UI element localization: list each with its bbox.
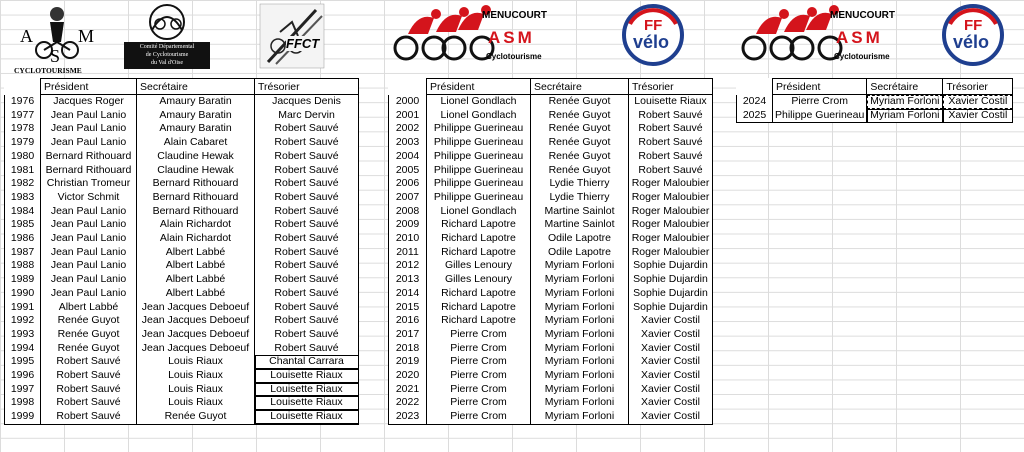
ffct-logo [258,2,326,70]
table-row [389,95,713,109]
table-row [389,396,713,410]
year-cell: 2005 [389,164,427,178]
president-cell: Richard Lapotre [427,301,531,315]
secretaire-cell: Alain Cabaret [137,136,255,150]
tresorier-cell: Robert Sauvé [255,191,359,205]
secretaire-cell: Renée Guyot [531,136,629,150]
table-row [389,273,713,287]
tresorier-cell: Roger Maloubier [629,246,713,260]
secretaire-cell: Bernard Rithouard [137,191,255,205]
comite-line-1: Comité Départemental [139,44,195,50]
tresorier-cell: Robert Sauvé [255,177,359,191]
president-cell: Jean Paul Lanio [41,287,137,301]
tresorier-cell: Xavier Costil [629,410,713,424]
ams-letter-m: M [78,26,95,46]
tresorier-cell: Xavier Costil [629,342,713,356]
president-cell: Jean Paul Lanio [41,246,137,260]
ams-caption: CYCLOTOURISME [14,66,82,75]
table-row [389,177,713,191]
bureau-table-1976-1999 [4,78,359,425]
tresorier-cell: Roger Maloubier [629,177,713,191]
president-cell: Pierre Crom [427,383,531,397]
table-row [5,122,359,136]
secretaire-cell: Myriam Forloni [531,301,629,315]
president-cell: Robert Sauvé [41,355,137,369]
tresorier-cell: Roger Maloubier [629,191,713,205]
president-cell: Philippe Guerineau [427,177,531,191]
table-row [5,177,359,191]
year-cell: 1976 [5,95,41,109]
tresorier-cell: Robert Sauvé [255,328,359,342]
secretaire-cell: Odile Lapotre [531,232,629,246]
tresorier-cell: Jacques Denis [255,95,359,109]
table-row [5,301,359,315]
year-cell: 1983 [5,191,41,205]
president-cell: Renée Guyot [41,314,137,328]
secretaire-cell: Myriam Forloni [531,259,629,273]
year-header [5,79,41,95]
tresorier-cell: Robert Sauvé [255,287,359,301]
president-cell: Jean Paul Lanio [41,218,137,232]
secretaire-cell: Myriam Forloni [867,109,943,123]
president-cell: Philippe Guerineau [427,122,531,136]
asm-letters: ASM [836,28,883,47]
table-row [5,342,359,356]
tresorier-cell: Louisette Riaux [255,410,359,424]
ffvelo-logo-1 [622,4,684,66]
table-header-row [389,79,713,95]
table-row [5,136,359,150]
year-cell: 2010 [389,232,427,246]
president-cell: Pierre Crom [427,396,531,410]
president-cell: Philippe Guerineau [427,136,531,150]
tresorier-cell: Sophie Dujardin [629,259,713,273]
table-row [5,328,359,342]
president-cell: Pierre Crom [427,328,531,342]
president-cell: Robert Sauvé [41,410,137,424]
secretaire-cell: Myriam Forloni [531,342,629,356]
secretaire-cell: Jean Jacques Deboeuf [137,342,255,356]
year-cell: 2009 [389,218,427,232]
year-cell: 1980 [5,150,41,164]
secretaire-cell: Albert Labbé [137,287,255,301]
secretaire-cell: Renée Guyot [531,150,629,164]
tresorier-cell: Sophie Dujardin [629,287,713,301]
table-row [5,259,359,273]
president-cell: Lionel Gondlach [427,205,531,219]
table-row [389,122,713,136]
tresorier-cell: Robert Sauvé [629,122,713,136]
tresorier-cell: Xavier Costil [629,396,713,410]
table-row [5,191,359,205]
tresorier-cell: Louisette Riaux [629,95,713,109]
year-cell: 1984 [5,205,41,219]
tresorier-cell: Robert Sauvé [629,136,713,150]
secretaire-cell: Jean Jacques Deboeuf [137,328,255,342]
year-cell: 1996 [5,369,41,383]
comite-line-2: de Cyclotourisme [145,52,189,58]
secretaire-cell: Myriam Forloni [531,287,629,301]
year-cell: 1982 [5,177,41,191]
ams-letter-a: A [20,26,33,46]
tresorier-cell: Robert Sauvé [255,259,359,273]
president-cell: Bernard Rithouard [41,164,137,178]
table-row [389,218,713,232]
secretaire-cell: Alain Richardot [137,218,255,232]
secretaire-cell: Martine Sainlot [531,218,629,232]
tresorier-cell: Roger Maloubier [629,218,713,232]
asm-cyclotourisme-label: Cyclotourisme [834,52,890,61]
year-cell: 1992 [5,314,41,328]
tresorier-cell: Robert Sauvé [255,205,359,219]
tresorier-header: Trésorier [255,79,359,95]
president-cell: Victor Schmit [41,191,137,205]
tresorier-cell: Robert Sauvé [255,150,359,164]
tresorier-cell: Xavier Costil [629,328,713,342]
tresorier-cell: Robert Sauvé [255,246,359,260]
secretaire-cell: Jean Jacques Deboeuf [137,314,255,328]
secretaire-header: Secrétaire [137,79,255,95]
tresorier-cell: Xavier Costil [629,369,713,383]
table-row [389,232,713,246]
table-row [389,287,713,301]
year-cell: 2016 [389,314,427,328]
secretaire-cell: Renée Guyot [531,109,629,123]
table-row [737,95,1013,109]
president-cell: Jean Paul Lanio [41,122,137,136]
tresorier-cell: Xavier Costil [943,95,1013,109]
secretaire-header: Secrétaire [867,79,943,95]
president-cell: Pierre Crom [773,95,867,109]
president-cell: Richard Lapotre [427,287,531,301]
tresorier-header: Trésorier [629,79,713,95]
secretaire-cell: Lydie Thierry [531,177,629,191]
bureau-table-2024-2025 [736,78,1013,123]
year-cell: 2004 [389,150,427,164]
secretaire-cell: Myriam Forloni [531,410,629,424]
president-cell: Pierre Crom [427,355,531,369]
president-cell: Robert Sauvé [41,383,137,397]
president-cell: Jacques Roger [41,95,137,109]
secretaire-cell: Lydie Thierry [531,191,629,205]
president-cell: Jean Paul Lanio [41,259,137,273]
ffvelo-logo-2 [942,4,1004,66]
president-cell: Richard Lapotre [427,232,531,246]
tresorier-cell: Robert Sauvé [629,109,713,123]
table-row [389,314,713,328]
president-cell: Pierre Crom [427,369,531,383]
secretaire-cell: Myriam Forloni [531,314,629,328]
tresorier-cell: Roger Maloubier [629,205,713,219]
table-row [5,109,359,123]
year-cell: 2013 [389,273,427,287]
year-cell: 1987 [5,246,41,260]
tresorier-cell: Robert Sauvé [255,342,359,356]
year-cell: 1985 [5,218,41,232]
president-cell: Richard Lapotre [427,218,531,232]
secretaire-cell: Albert Labbé [137,259,255,273]
secretaire-cell: Renée Guyot [137,410,255,424]
asm-menucourt-logo-1 [388,4,548,70]
secretaire-cell: Myriam Forloni [531,369,629,383]
table-row [5,218,359,232]
tresorier-header: Trésorier [943,79,1013,95]
tresorier-cell: Robert Sauvé [255,232,359,246]
secretaire-cell: Myriam Forloni [531,328,629,342]
year-cell: 2021 [389,383,427,397]
comite-box [124,42,210,69]
table-row [389,259,713,273]
tresorier-cell: Robert Sauvé [629,164,713,178]
secretaire-cell: Amaury Baratin [137,95,255,109]
secretaire-cell: Amaury Baratin [137,109,255,123]
year-cell: 1995 [5,355,41,369]
president-cell: Pierre Crom [427,342,531,356]
table-row [389,109,713,123]
president-cell: Jean Paul Lanio [41,109,137,123]
president-cell: Bernard Rithouard [41,150,137,164]
year-header [737,79,773,95]
table-header-row [737,79,1013,95]
secretaire-cell: Renée Guyot [531,95,629,109]
ffvelo-velo: vélo [633,32,670,52]
president-cell: Philippe Guerineau [427,191,531,205]
secretaire-cell: Claudine Hewak [137,150,255,164]
secretaire-cell: Myriam Forloni [531,383,629,397]
tresorier-cell: Louisette Riaux [255,383,359,397]
table-row [5,383,359,397]
secretaire-cell: Alain Richardot [137,232,255,246]
year-cell: 2025 [737,109,773,123]
secretaire-cell: Renée Guyot [531,122,629,136]
year-cell: 1989 [5,273,41,287]
asm-menucourt-label: MENUCOURT [482,10,547,21]
table-row [389,383,713,397]
year-cell: 2017 [389,328,427,342]
year-cell: 1979 [5,136,41,150]
table-row [5,410,359,424]
table-row [5,205,359,219]
president-cell: Renée Guyot [41,342,137,356]
president-cell: Philippe Guerineau [427,164,531,178]
year-cell: 2015 [389,301,427,315]
table-row [389,301,713,315]
tresorier-cell: Xavier Costil [943,109,1013,123]
year-cell: 1991 [5,301,41,315]
bureau-table-2000-2023 [388,78,713,425]
secretaire-cell: Myriam Forloni [531,355,629,369]
year-cell: 1988 [5,259,41,273]
secretaire-cell: Albert Labbé [137,273,255,287]
tresorier-cell: Marc Dervin [255,109,359,123]
ams-cyclotourisme-logo [14,4,100,76]
year-cell: 1998 [5,396,41,410]
year-cell: 1978 [5,122,41,136]
secretaire-cell: Myriam Forloni [531,273,629,287]
tresorier-cell: Xavier Costil [629,355,713,369]
ffvelo-ff: FF [644,17,663,34]
tresorier-cell: Robert Sauvé [255,218,359,232]
table-row [389,369,713,383]
year-cell: 1981 [5,164,41,178]
president-cell: Lionel Gondlach [427,109,531,123]
table-row [5,396,359,410]
ffvelo-ff: FF [964,17,983,34]
table-row [5,287,359,301]
secretaire-cell: Louis Riaux [137,355,255,369]
tresorier-cell: Robert Sauvé [255,273,359,287]
tresorier-cell: Louisette Riaux [255,369,359,383]
tresorier-cell: Robert Sauvé [629,150,713,164]
table-row [5,150,359,164]
secretaire-cell: Renée Guyot [531,164,629,178]
tresorier-cell: Roger Maloubier [629,232,713,246]
table-header-row [5,79,359,95]
tresorier-cell: Sophie Dujardin [629,301,713,315]
tresorier-cell: Chantal Carrara [255,355,359,369]
year-cell: 2024 [737,95,773,109]
table-row [389,150,713,164]
tresorier-cell: Robert Sauvé [255,122,359,136]
year-cell: 2019 [389,355,427,369]
table-row [5,355,359,369]
year-cell: 1994 [5,342,41,356]
year-cell: 2018 [389,342,427,356]
year-cell: 2022 [389,396,427,410]
year-header [389,79,427,95]
table-row [389,136,713,150]
ffct-label: FFCT [286,36,320,51]
year-cell: 1999 [5,410,41,424]
table-row [389,246,713,260]
table-row [5,369,359,383]
tresorier-cell: Sophie Dujardin [629,273,713,287]
tresorier-cell: Robert Sauvé [255,136,359,150]
tresorier-cell: Louisette Riaux [255,396,359,410]
year-cell: 1977 [5,109,41,123]
tresorier-cell: Robert Sauvé [255,164,359,178]
table-row [5,273,359,287]
table-row [389,342,713,356]
table-row [737,109,1013,123]
president-cell: Christian Tromeur [41,177,137,191]
secretaire-cell: Amaury Baratin [137,122,255,136]
year-cell: 2012 [389,259,427,273]
year-cell: 2020 [389,369,427,383]
table-row [5,164,359,178]
year-cell: 1997 [5,383,41,397]
president-cell: Richard Lapotre [427,246,531,260]
president-cell: Robert Sauvé [41,396,137,410]
year-cell: 1990 [5,287,41,301]
secretaire-cell: Martine Sainlot [531,205,629,219]
president-cell: Jean Paul Lanio [41,205,137,219]
table-row [389,191,713,205]
table-row [389,205,713,219]
secretaire-cell: Myriam Forloni [531,396,629,410]
table-row [389,328,713,342]
president-header: Président [773,79,867,95]
table-row [5,314,359,328]
president-cell: Philippe Guerineau [773,109,867,123]
year-cell: 2011 [389,246,427,260]
year-cell: 2001 [389,109,427,123]
ffvelo-velo: vélo [953,32,990,52]
president-cell: Jean Paul Lanio [41,232,137,246]
secretaire-cell: Louis Riaux [137,369,255,383]
secretaire-cell: Bernard Rithouard [137,177,255,191]
tresorier-cell: Robert Sauvé [255,314,359,328]
secretaire-cell: Odile Lapotre [531,246,629,260]
tresorier-cell: Xavier Costil [629,314,713,328]
president-header: Président [427,79,531,95]
president-cell: Lionel Gondlach [427,95,531,109]
president-cell: Renée Guyot [41,328,137,342]
secretaire-cell: Jean Jacques Deboeuf [137,301,255,315]
president-cell: Richard Lapotre [427,314,531,328]
table-row [389,355,713,369]
tresorier-cell: Robert Sauvé [255,301,359,315]
year-cell: 2023 [389,410,427,424]
secretaire-cell: Louis Riaux [137,383,255,397]
comite-departemental-logo [122,2,212,74]
president-cell: Albert Labbé [41,301,137,315]
president-cell: Philippe Guerineau [427,150,531,164]
secretaire-cell: Bernard Rithouard [137,205,255,219]
table-row [5,246,359,260]
tresorier-cell: Xavier Costil [629,383,713,397]
table-row [389,164,713,178]
asm-menucourt-label: MENUCOURT [830,10,895,21]
president-cell: Pierre Crom [427,410,531,424]
year-cell: 2007 [389,191,427,205]
year-cell: 2008 [389,205,427,219]
president-cell: Jean Paul Lanio [41,136,137,150]
year-cell: 2002 [389,122,427,136]
cyclist-emblem-icon [122,2,212,42]
year-cell: 1986 [5,232,41,246]
secretaire-cell: Louis Riaux [137,396,255,410]
table-row [5,232,359,246]
president-cell: Robert Sauvé [41,369,137,383]
secretaire-cell: Myriam Forloni [867,95,943,109]
year-cell: 2006 [389,177,427,191]
asm-menucourt-logo-2 [736,4,896,70]
president-cell: Jean Paul Lanio [41,273,137,287]
president-cell: Gilles Lenoury [427,273,531,287]
secretaire-header: Secrétaire [531,79,629,95]
comite-line-3: du Val d'Oise [151,60,183,66]
secretaire-cell: Claudine Hewak [137,164,255,178]
asm-letters: ASM [488,28,535,47]
table-row [389,410,713,424]
asm-cyclotourisme-label: Cyclotourisme [486,52,542,61]
year-cell: 2000 [389,95,427,109]
year-cell: 1993 [5,328,41,342]
year-cell: 2003 [389,136,427,150]
year-cell: 2014 [389,287,427,301]
president-header: Président [41,79,137,95]
ams-letter-s: S [50,46,61,66]
table-row [5,95,359,109]
secretaire-cell: Albert Labbé [137,246,255,260]
president-cell: Gilles Lenoury [427,259,531,273]
